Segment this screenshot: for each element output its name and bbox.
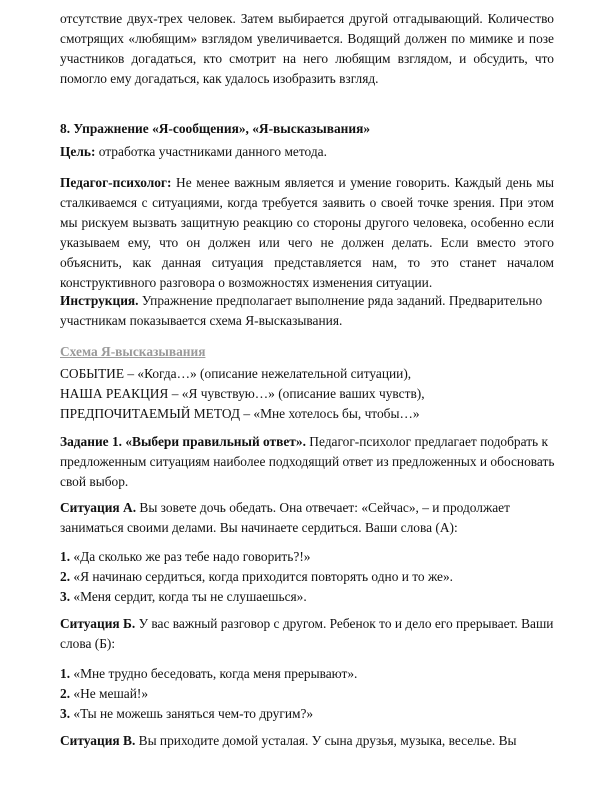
scheme-list xyxy=(60,364,554,424)
list-item: 2. «Я начинаю сердиться, когда приходится повторять одно и то же». xyxy=(60,569,454,584)
instruction-label: Инструкция. xyxy=(60,293,139,308)
scheme-line-reaction: НАША РЕАКЦИЯ – «Я чувствую…» (описание ваших чувств), xyxy=(60,386,425,401)
situation-b-line-2: слова (Б): xyxy=(60,636,116,651)
goal-label: Цель: xyxy=(60,144,96,159)
list-item: 1. «Да сколько же раз тебе надо говорить?!» xyxy=(60,549,311,564)
instruction-paragraph xyxy=(60,291,554,331)
list-item: 2. «Не мешай!» xyxy=(60,686,149,701)
intro-paragraph: отсутствие двух-трех человек. Затем выбирается другой отгадывающий. Количество смотрящих «любящим» взглядом увеличивается. Водящий должен по мимике и позе участников догадаться, кто смотрит на него любящим взглядом, и обсудить, что помогло ему догадаться, как удалось изобразить взгляд. xyxy=(60,11,554,86)
situation-b-line-1: У вас важный разговор с другом. Ребенок то и дело его прерывает. Ваши xyxy=(135,616,554,631)
goal-paragraph xyxy=(60,142,554,162)
situation-a-label: Ситуация А. xyxy=(60,500,137,515)
task-1-line-3: свой выбор. xyxy=(60,474,129,489)
task-1-line-1: Педагог-психолог предлагает подобрать к xyxy=(305,434,549,449)
list-item: 3. «Меня сердит, когда ты не слушаешься». xyxy=(60,589,307,604)
task-1-line-2: предложенным ситуациям наиболее подходящий ответ из предложенных и обосновать xyxy=(60,454,555,469)
psychologist-text: Не менее важным является и умение говорить. Каждый день мы сталкиваемся с ситуациями, когда требуется заявить о своей точке зрения. При этом мы рискуем вызвать защитную реакцию со стороны другого человека, особенно если указываем ему, что он должен или чего не должен делать. Если вместо этого объяснить, как данная ситуация представляется нам, то это станет началом конструктивного разговора о возможностях изменения ситуации. xyxy=(60,175,554,290)
situation-v-text: Вы приходите домой усталая. У сына друзья, музыка, веселье. Вы xyxy=(135,733,517,748)
scheme-line-event: СОБЫТИЕ – «Когда…» (описание нежелательной ситуации), xyxy=(60,366,412,381)
situation-a-paragraph xyxy=(60,498,554,538)
scheme-line-method: ПРЕДПОЧИТАЕМЫЙ МЕТОД – «Мне хотелось бы, чтобы…» xyxy=(60,406,420,421)
situation-v-paragraph xyxy=(60,731,554,751)
psychologist-paragraph xyxy=(60,173,554,293)
psychologist-label: Педагог-психолог: xyxy=(60,175,172,190)
situation-b-label: Ситуация Б. xyxy=(60,616,136,631)
situation-a-line-2: заниматься своими делами. Вы начинаете сердиться. Ваши слова (А): xyxy=(60,520,458,535)
instruction-line-1: Упражнение предполагает выполнение ряда заданий. Предварительно xyxy=(138,293,543,308)
list-item: 3. «Ты не можешь заняться чем-то другим?» xyxy=(60,706,314,721)
situation-b-paragraph xyxy=(60,614,554,654)
situation-b-options xyxy=(60,664,554,724)
instruction-line-2: участникам показывается схема Я-высказывания. xyxy=(60,313,343,328)
scheme-heading: Схема Я-высказывания xyxy=(60,344,206,359)
task-1-paragraph xyxy=(60,432,554,492)
exercise-title: 8. Упражнение «Я-сообщения», «Я-высказывания» xyxy=(60,121,371,136)
task-1-label: Задание 1. «Выбери правильный ответ». xyxy=(60,434,306,449)
situation-v-label: Ситуация В. xyxy=(60,733,136,748)
situation-a-line-1: Вы зовете дочь обедать. Она отвечает: «Сейчас», – и продолжает xyxy=(136,500,510,515)
list-item: 1. «Мне трудно беседовать, когда меня прерывают». xyxy=(60,666,358,681)
goal-text: отработка участниками данного метода. xyxy=(95,144,327,159)
situation-a-options xyxy=(60,547,554,607)
